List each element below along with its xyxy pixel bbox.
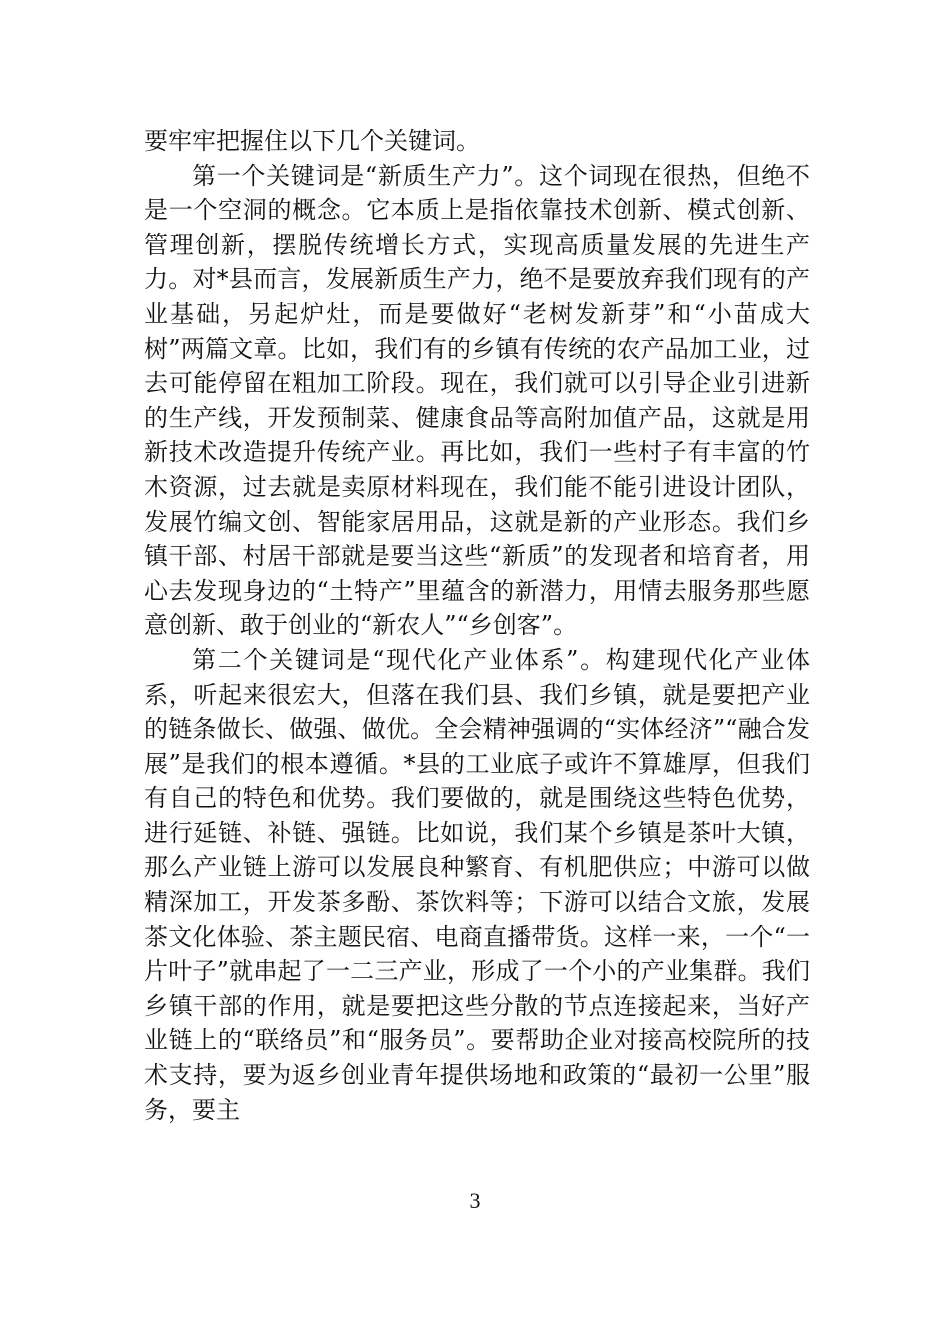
body-text [144,124,810,1127]
paragraph-intro-continuation: 要牢牢把握住以下几个关键词。 [144,127,480,155]
paragraph-keyword-new-quality-productivity: 第一个关键词是“新质生产力”。这个词现在很热，但绝不是一个空洞的概念。它本质上是指依靠技术创新、模式创新、管理创新，摆脱传统增长方式，实现高质量发展的先进生产力。对*县而言，发展新质生产力，绝不是要放弃我们现有的产业基础，另起炉灶，而是要做好“老树发新芽”和“小苗成大树”两篇文章。比如，我们有的乡镇有传统的农产品加工业，过去可能停留在粗加工阶段。现在，我们就可以引导企业引进新的生产线，开发预制菜、健康食品等高附加值产品，这就是用新技术改造提升传统产业。再比如，我们一些村子有丰富的竹木资源，过去就是卖原材料现在，我们能不能引进设计团队，发展竹编文创、智能家居用品，这就是新的产业形态。我们乡镇干部、村居干部就是要当这些“新质”的发现者和培育者，用心去发现身边的“土特产”里蕴含的新潜力，用情去服务那些愿意创新、敢于创业的“新农人”“乡创客”。 [144,161,810,640]
page-number: 3 [469,1188,481,1213]
paragraph-keyword-modern-industrial-system: 第二个关键词是“现代化产业体系”。构建现代化产业体系，听起来很宏大，但落在我们县、我们乡镇，就是要把产业的链条做长、做强、做优。全会精神强调的“实体经济”“融合发展”是我们的根本遵循。*县的工业底子或许不算雄厚，但我们有自己的特色和优势。我们要做的，就是围绕这些特色优势，进行延链、补链、强链。比如说，我们某个乡镇是茶叶大镇，那么产业链上游可以发展良种繁育、有机肥供应；中游可以做精深加工，开发茶多酚、茶饮料等；下游可以结合文旅，发展茶文化体验、茶主题民宿、电商直播带货。这样一来，一个“一片叶子”就串起了一二三产业，形成了一个小的产业集群。我们乡镇干部的作用，就是要把这些分散的节点连接起来，当好产业链上的“联络员”和“服务员”。要帮助企业对接高校院所的技术支持，要为返乡创业青年提供场地和政策的“最初一公里”服务，要主 [144,645,810,1124]
